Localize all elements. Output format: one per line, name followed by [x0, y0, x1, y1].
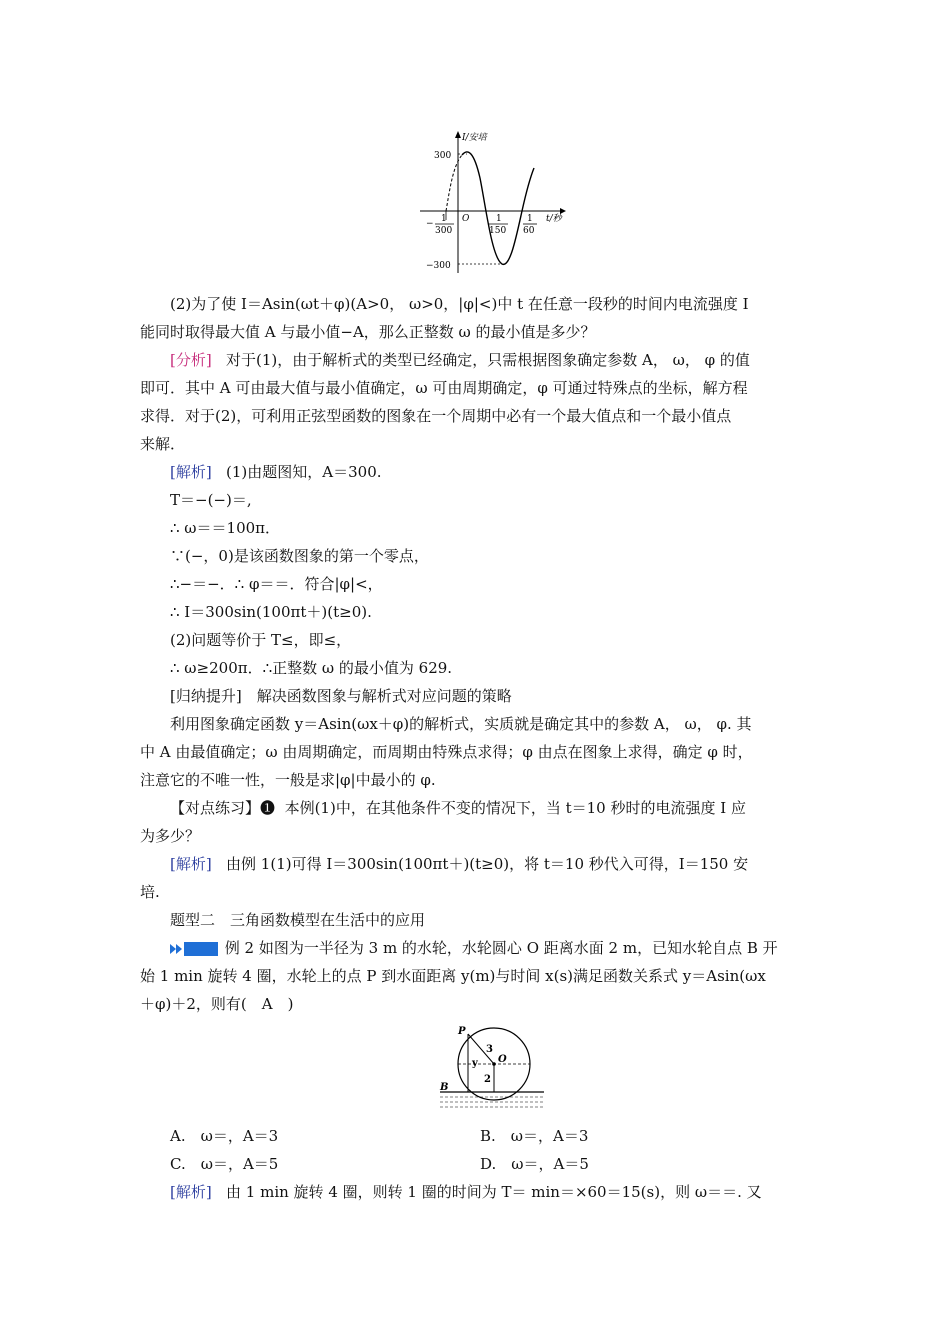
- solution-tag: [解析]: [170, 463, 212, 481]
- solution-line-2: T＝−(−)＝,: [170, 491, 252, 509]
- option-c: C. ω＝，A＝5: [170, 1155, 279, 1173]
- solution-line-7: (2)问题等价于 T≤，即≤，: [170, 631, 352, 649]
- x-neg-den: 300: [435, 226, 453, 236]
- example2-solution-text: 由 1 min 旋转 4 圈，则转 1 圈的时间为 T＝ min＝×60＝15(s)，则 ω＝＝. 又: [226, 1183, 762, 1201]
- x2-num: 1: [527, 214, 533, 224]
- y-top-label: 300: [434, 151, 452, 161]
- y-axis-label: I/安培: [462, 133, 487, 143]
- practice-solution-text: 由例 1(1)可得 I＝300sin(100πt＋)(t≥0)，将 t＝10 秒代入可得，I＝150 安: [226, 855, 749, 873]
- example2-line-1: [170, 938, 778, 958]
- label-b: B: [440, 1082, 449, 1093]
- current-sine-graph: [410, 128, 570, 280]
- example2-text-1: 例 2 如图为一半径为 3 m 的水轮，水轮圆心 O 距离水面 2 m，已知水轮自点 B 开: [224, 939, 778, 957]
- practice-number: ❶: [260, 799, 276, 817]
- text-line-4: 即可．其中 A 可由最大值与最小值确定，ω 可由周期确定，φ 可通过特殊点的坐标，解方程: [140, 379, 748, 397]
- example2-line-2: 始 1 min 旋转 4 圈，水轮上的点 P 到水面距离 y(m)与时间 x(s)满足函数关系式 y＝Asin(ωx: [140, 967, 766, 985]
- solid-curve: [462, 152, 534, 264]
- summary-line-1: 利用图象确定函数 y＝Asin(ωx＋φ)的解析式，实质就是确定其中的参数 A， ω， φ. 其: [170, 715, 752, 733]
- section-heading: 题型二 三角函数模型在生活中的应用: [170, 911, 426, 929]
- text-line-1: (2)为了使 I＝Asin(ωt＋φ)(A>0， ω>0，|φ|<)中 t 在任意一段秒的时间内电流强度 I: [170, 295, 749, 313]
- summary-line-3: 注意它的不唯一性，一般是求|φ|中最小的 φ.: [140, 771, 436, 789]
- example2-solution-line: [170, 1182, 762, 1202]
- practice-tag: 【对点练习】: [170, 799, 261, 817]
- x1-num: 1: [496, 214, 502, 224]
- x-neg-sign: −: [426, 219, 434, 229]
- text-line-6: 来解．: [140, 435, 186, 453]
- solution-line-4: ∵(−，0)是该函数图象的第一个零点，: [170, 547, 429, 565]
- label-3: 3: [486, 1044, 493, 1055]
- y-axis-arrow: [455, 131, 461, 138]
- center-point: [492, 1062, 496, 1066]
- analysis-text: 对于(1)，由于解析式的类型已经确定，只需根据图象确定参数 A， ω， φ 的值: [226, 351, 750, 369]
- summary-line-2: 中 A 由最值确定；ω 由周期确定，而周期由特殊点求得；φ 由点在图象上求得，确定 φ 时，: [140, 743, 753, 761]
- text-line-2: 能同时取得最大值 A 与最小值−A，那么正整数 ω 的最小值是多少？: [140, 323, 596, 341]
- practice-line-1: [170, 798, 746, 818]
- practice-line-2: 为多少？: [140, 827, 201, 845]
- option-a: A. ω＝，A＝3: [170, 1127, 279, 1145]
- text-line-5: 求得．对于(2)，可利用正弦型函数的图象在一个周期中必有一个最大值点和一个最小值点: [140, 407, 732, 425]
- practice-solution-line-2: 培.: [140, 883, 160, 901]
- solution-line-5: ∴−＝−．∴ φ＝＝．符合|φ|<，: [170, 575, 383, 593]
- example-badge-icon: [170, 941, 220, 957]
- summary-heading: [归纳提升] 解决函数图象与解析式对应问题的策略: [170, 687, 512, 705]
- solution-line-8: ∴ ω≥200π．∴正整数 ω 的最小值为 629.: [170, 659, 453, 677]
- origin-label: O: [462, 214, 470, 224]
- analysis-tag: [分析]: [170, 351, 212, 369]
- label-y: y: [472, 1058, 478, 1069]
- practice-text: 本例(1)中，在其他条件不变的情况下，当 t＝10 秒时的电流强度 I 应: [284, 799, 746, 817]
- analysis-line: [170, 350, 750, 370]
- label-2: 2: [484, 1074, 491, 1085]
- x1-den: 150: [489, 226, 507, 236]
- x2-den: 60: [523, 226, 535, 236]
- x-neg-num: 1: [441, 214, 447, 224]
- label-o: O: [498, 1054, 507, 1065]
- y-bottom-label: −300: [426, 261, 451, 271]
- example2-line-3: ＋φ)＋2，则有( A ): [140, 995, 294, 1013]
- dashed-curve: [446, 155, 462, 211]
- label-p: P: [458, 1026, 466, 1037]
- example2-solution-tag: [解析]: [170, 1183, 212, 1201]
- solution-line-1: [170, 462, 382, 482]
- water-wheel-diagram: [436, 1022, 548, 1114]
- solution-line-6: ∴ I＝300sin(100πt＋)(t≥0).: [170, 603, 372, 621]
- option-b: B. ω＝，A＝3: [480, 1127, 589, 1145]
- solution-line-3: ∴ ω＝＝100π．: [170, 519, 281, 537]
- practice-solution-line-1: [170, 854, 748, 874]
- practice-solution-tag: [解析]: [170, 855, 212, 873]
- solution-text-1: (1)由题图知，A＝300.: [226, 463, 382, 481]
- x-axis-label: t/秒: [546, 214, 562, 224]
- option-d: D. ω＝，A＝5: [480, 1155, 589, 1173]
